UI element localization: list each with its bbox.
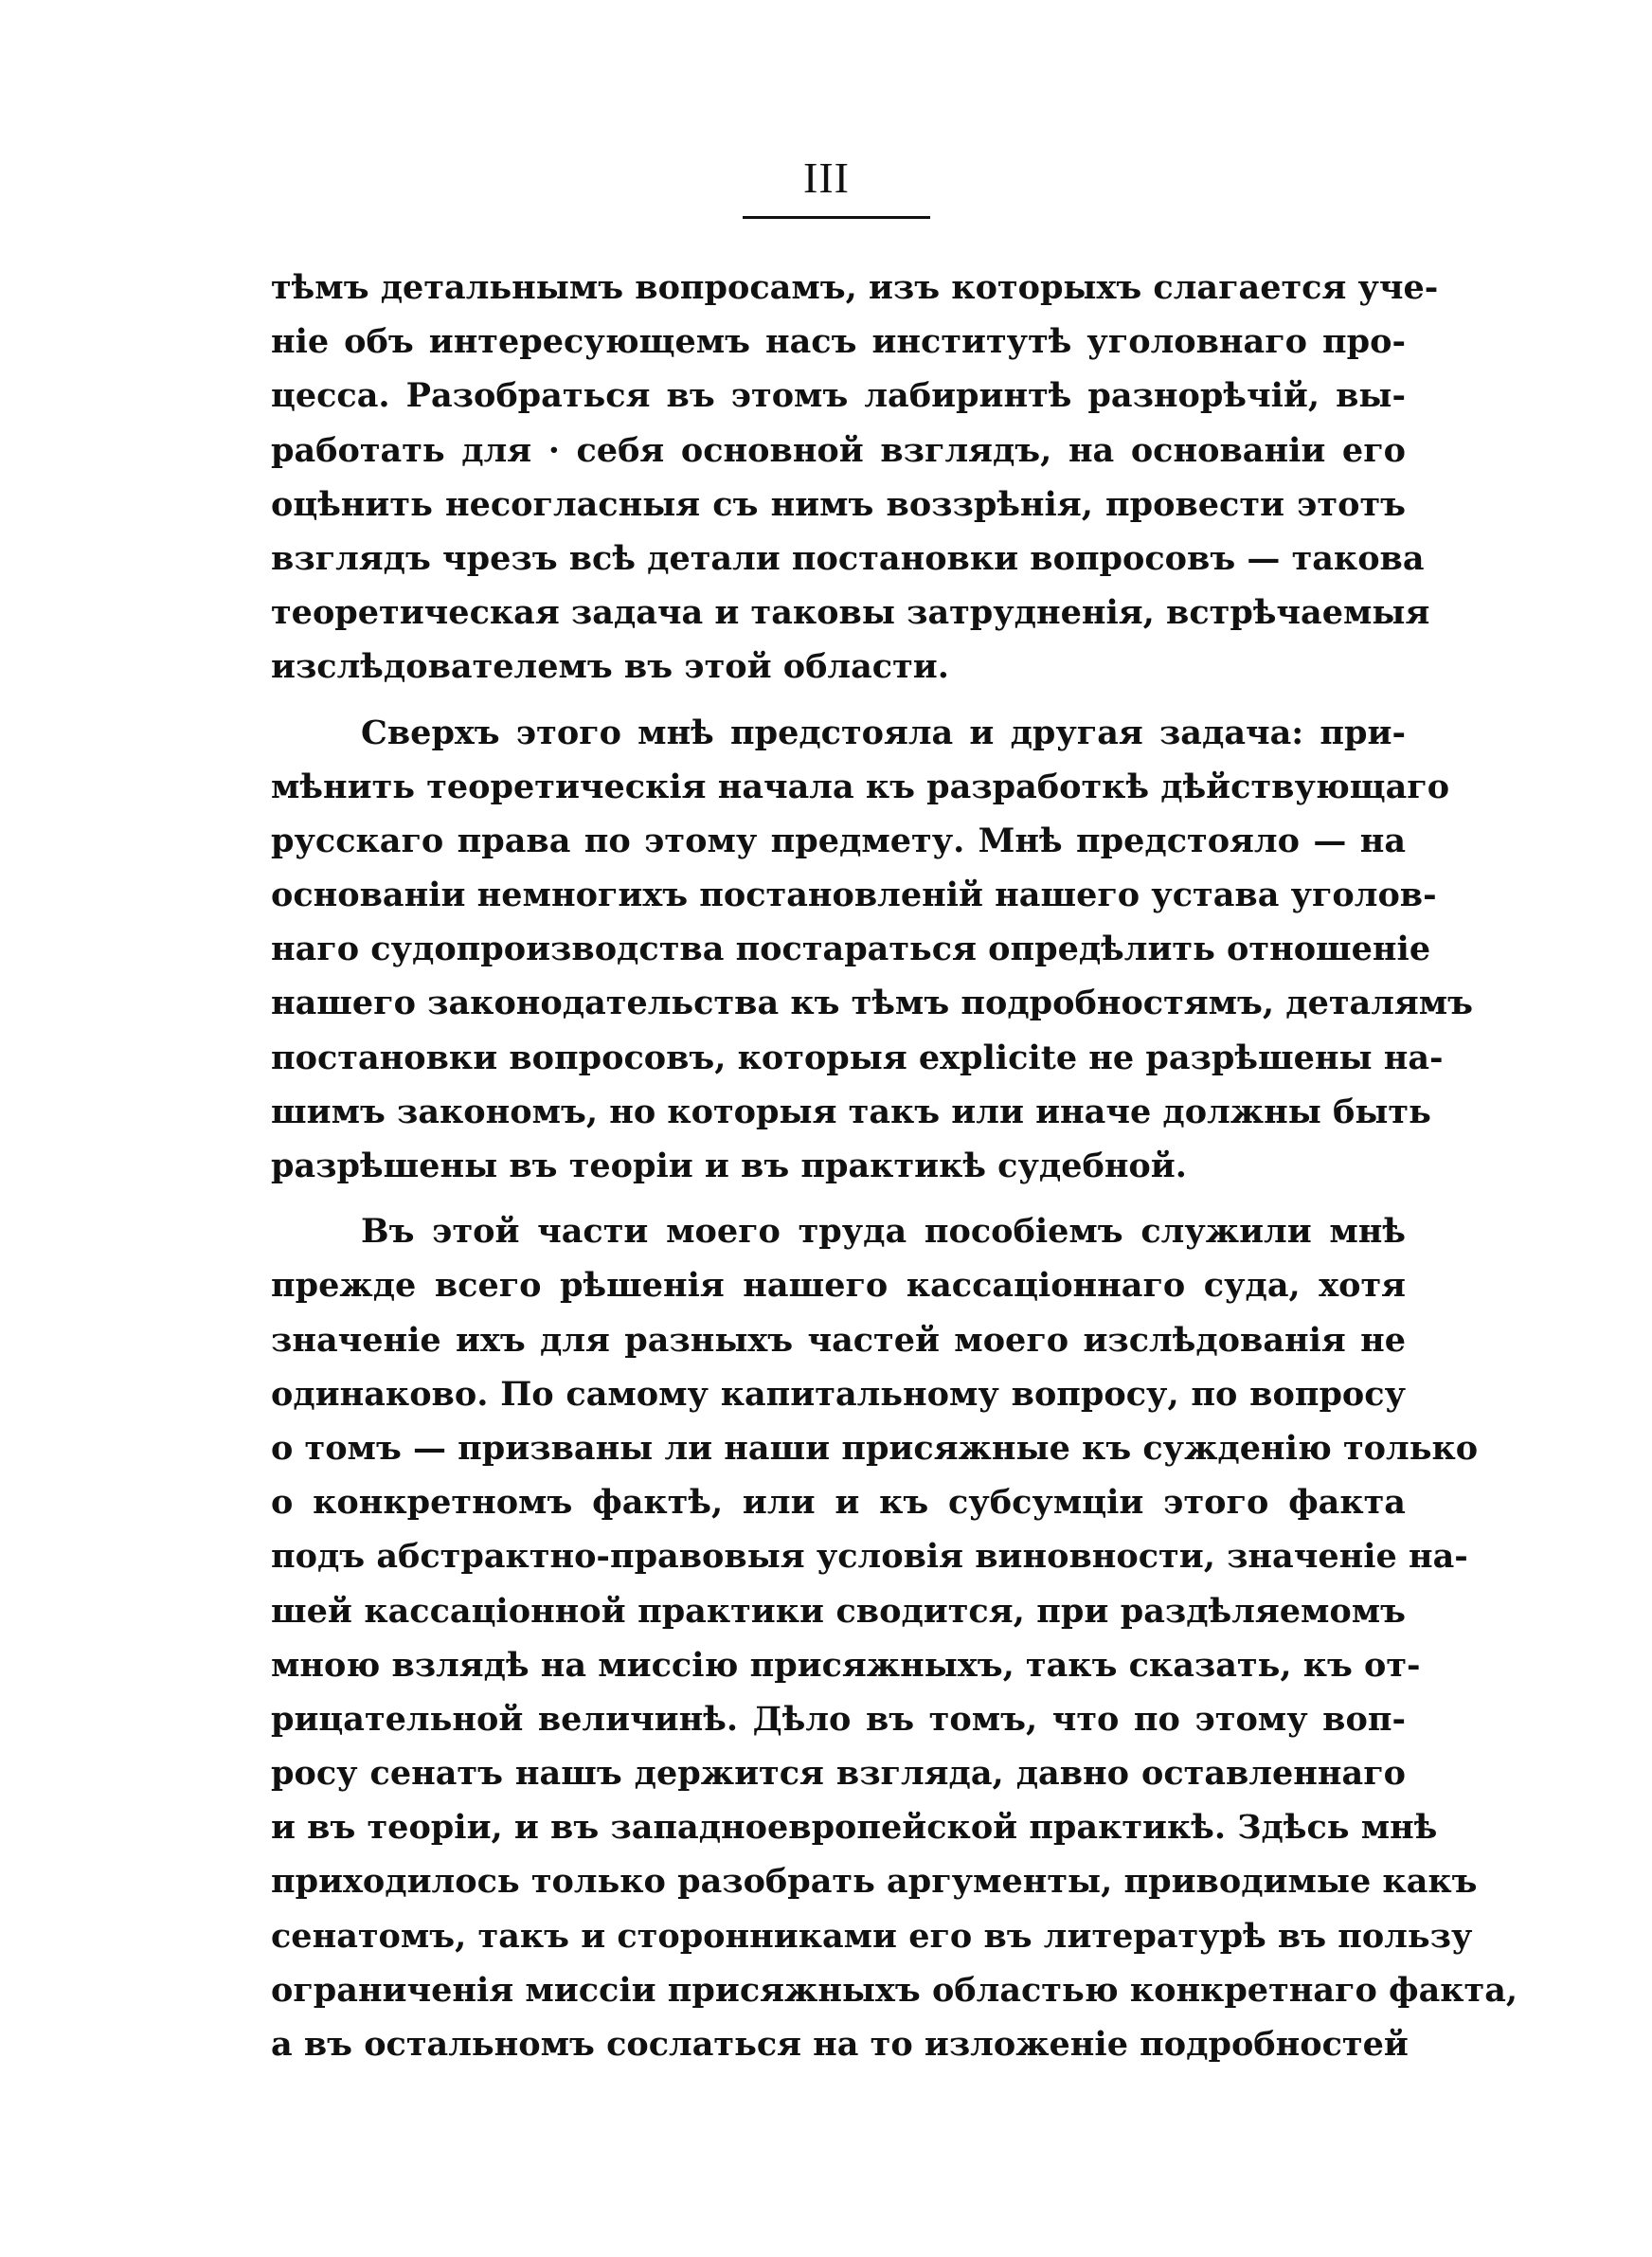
text-line: подъ абстрактно-правовыя условія виновности, значеніе на- [271, 1537, 1468, 1577]
text-line: теоретическая задача и таковы затрудненія, встрѣчаемыя [271, 593, 1430, 633]
text-line: нашего законодательства къ тѣмъ подробностямъ, деталямъ [271, 984, 1474, 1023]
text-line: о томъ — призваны ли наши присяжные къ сужденію только [271, 1428, 1479, 1468]
text-line: наго судопроизводства постараться опредѣлить отношеніе [271, 930, 1431, 969]
paragraph-2 [271, 706, 1474, 1194]
text-line: постановки вопросовъ, которыя explicite не разрѣшены на- [271, 1038, 1444, 1077]
text-line: мѣнить теоретическія начала къ разработкѣ дѣйствующаго [271, 767, 1450, 806]
text-line: сенатомъ, такъ и сторонниками его въ литературѣ въ пользу [271, 1916, 1473, 1956]
paragraph-3 [271, 1204, 1518, 2071]
text-line: мною взлядѣ на миссію присяжныхъ, такъ сказать, къ от- [271, 1645, 1421, 1685]
page-header [0, 153, 1652, 202]
text-line: Въ этой части моего труда пособіемъ служили мнѣ [361, 1212, 1406, 1252]
text-line: ограниченія миссіи присяжныхъ областью конкретнаго факта, [271, 1970, 1518, 2010]
text-line: значеніе ихъ для разныхъ частей моего изслѣдованія не [271, 1320, 1406, 1360]
text-line: цесса. Разобраться въ этомъ лабиринтѣ разнорѣчій, вы- [271, 376, 1406, 416]
text-line: Сверхъ этого мнѣ предстояла и другая задача: при- [361, 713, 1406, 752]
header-rule [743, 216, 930, 219]
text-line: работать для · себя основной взглядъ, на основаніи его [271, 430, 1406, 470]
text-line: одинаково. По самому капитальному вопросу, по вопросу [271, 1374, 1406, 1414]
text-line: разрѣшены въ теоріи и въ практикѣ судебной. [271, 1147, 1187, 1185]
text-line: шей кассаціонной практики сводится, при раздѣляемомъ [271, 1591, 1406, 1631]
text-line: ніе объ интересующемъ насъ институтѣ уголовнаго про- [271, 322, 1406, 362]
text-line: и въ теоріи, и въ западноевропейской практикѣ. Здѣсь мнѣ [271, 1808, 1438, 1848]
text-line: а въ остальномъ сослаться на то изложеніе подробностей [271, 2025, 1409, 2064]
text-line: росу сенатъ нашъ держится взгляда, давно оставленнаго [271, 1754, 1406, 1794]
text-line: рицательной величинѣ. Дѣло въ томъ, что по этому воп- [271, 1699, 1406, 1739]
text-line: взглядъ чрезъ всѣ детали постановки вопросовъ — такова [271, 538, 1425, 578]
paragraph-1 [271, 261, 1439, 695]
text-line: основаніи немногихъ постановленій нашего устава уголов- [271, 876, 1437, 915]
text-line: изслѣдователемъ въ этой области. [271, 647, 949, 687]
text-line: о конкретномъ фактѣ, или и къ субсумціи этого факта [271, 1483, 1406, 1523]
text-line: русскаго права по этому предмету. Мнѣ предстояло — на [271, 821, 1406, 860]
text-line: приходилось только разобрать аргументы, приводимые какъ [271, 1862, 1478, 1902]
text-line: шимъ закономъ, но которыя такъ или иначе должны быть [271, 1092, 1431, 1131]
text-line: прежде всего рѣшенія нашего кассаціоннаго суда, хотя [271, 1266, 1406, 1306]
text-line: оцѣнить несогласныя съ нимъ воззрѣнія, провести этотъ [271, 484, 1406, 524]
body-text [271, 261, 1518, 2083]
page-number: III [803, 153, 850, 202]
text-line: тѣмъ детальнымъ вопросамъ, изъ которыхъ слагается уче- [271, 268, 1439, 307]
